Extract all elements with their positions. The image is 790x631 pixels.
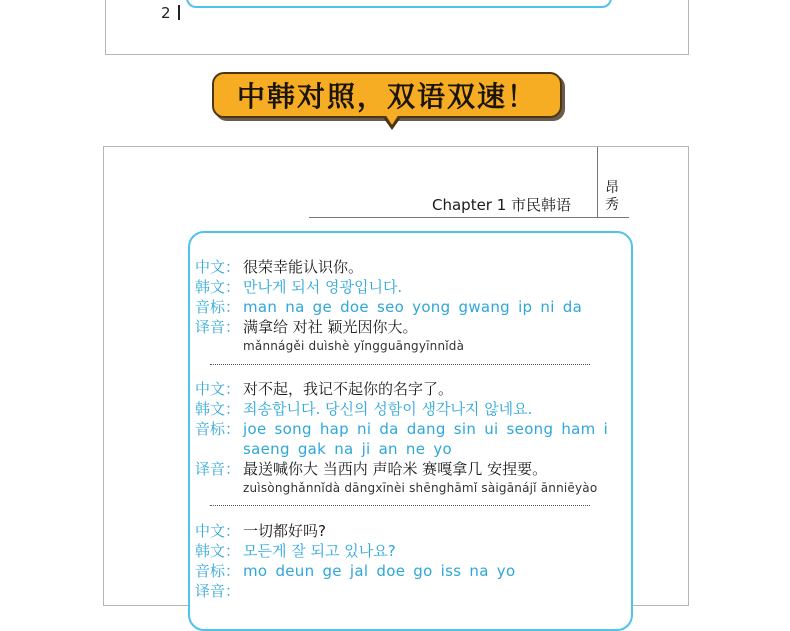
side-label: 昂秀 [605,180,619,213]
transliteration-row [195,581,630,601]
korean-text: 죄송합니다. 당신의 성함이 생각나지 않네요. [243,400,533,418]
romanization-label: 音标： [195,298,241,316]
chinese-text: 对不起，我记不起你的名字了。 [243,380,454,398]
romanization-label: 音标： [195,562,241,580]
transliteration-label: 译音： [195,582,241,600]
romanization-label: 音标： [195,420,241,438]
bubble-tail-fill [385,114,399,125]
korean-text: 만나게 되서 영광입니다. [243,278,403,296]
chapter-heading: Chapter 1 市民韩语 [432,196,572,214]
chinese-label: 中文： [195,258,241,276]
page-number: 2 [161,4,171,22]
pinyin-text: zuìsònghǎnnǐdà dāngxīnèi shēnghāmǐ sàigānájǐ ānniēyào [243,481,598,495]
korean-label: 韩文： [195,542,241,560]
korean-row [195,541,630,561]
transliteration-text: 满拿给 对社 颖光因你大。 [243,318,418,336]
pinyin-text: mǎnnágěi duìshè yǐngguāngyīnnǐdà [243,339,465,353]
previous-card-edge [186,0,612,8]
previous-page-fragment [105,0,689,55]
transliteration-label: 译音： [195,460,241,478]
book-page [103,146,689,606]
korean-row [195,399,630,419]
entry-divider [210,505,590,506]
title-bubble: 中韩对照，双语双速！ [212,72,562,118]
korean-text: 모든게 잘 되고 있나요? [243,542,396,560]
chinese-text: 很荣幸能认识你。 [243,258,364,276]
chinese-label: 中文： [195,522,241,540]
romanization-text: mo deun ge jal doe go iss na yo [243,562,516,580]
phrase-entry [195,257,630,355]
phrase-card [188,231,633,631]
romanization-row [195,561,630,581]
transliteration-row [195,317,630,337]
chinese-text: 一切都好吗? [243,522,326,540]
transliteration-label: 译音： [195,318,241,336]
romanization-text: joe song hap ni da dang sin ui seong ham i saeng gak na ji an ne yo [243,420,609,458]
chinese-row [195,257,630,277]
phrase-entry [195,379,630,497]
romanization-row [195,419,630,459]
page-number-bar [178,5,180,20]
romanization-text: man na ge doe seo yong gwang ip ni da [243,298,583,316]
header-rule [309,217,629,218]
korean-label: 韩文： [195,278,241,296]
chinese-row [195,379,630,399]
transliteration-text: 最送喊你大 当西内 声哈米 赛嘎拿几 安捏要。 [243,460,548,478]
korean-row [195,277,630,297]
entry-divider [210,364,590,365]
phrase-entry [195,521,630,601]
chinese-row [195,521,630,541]
transliteration-row [195,459,630,479]
header-vertical-rule [597,147,598,217]
korean-label: 韩文： [195,400,241,418]
chinese-label: 中文： [195,380,241,398]
romanization-row [195,297,630,317]
